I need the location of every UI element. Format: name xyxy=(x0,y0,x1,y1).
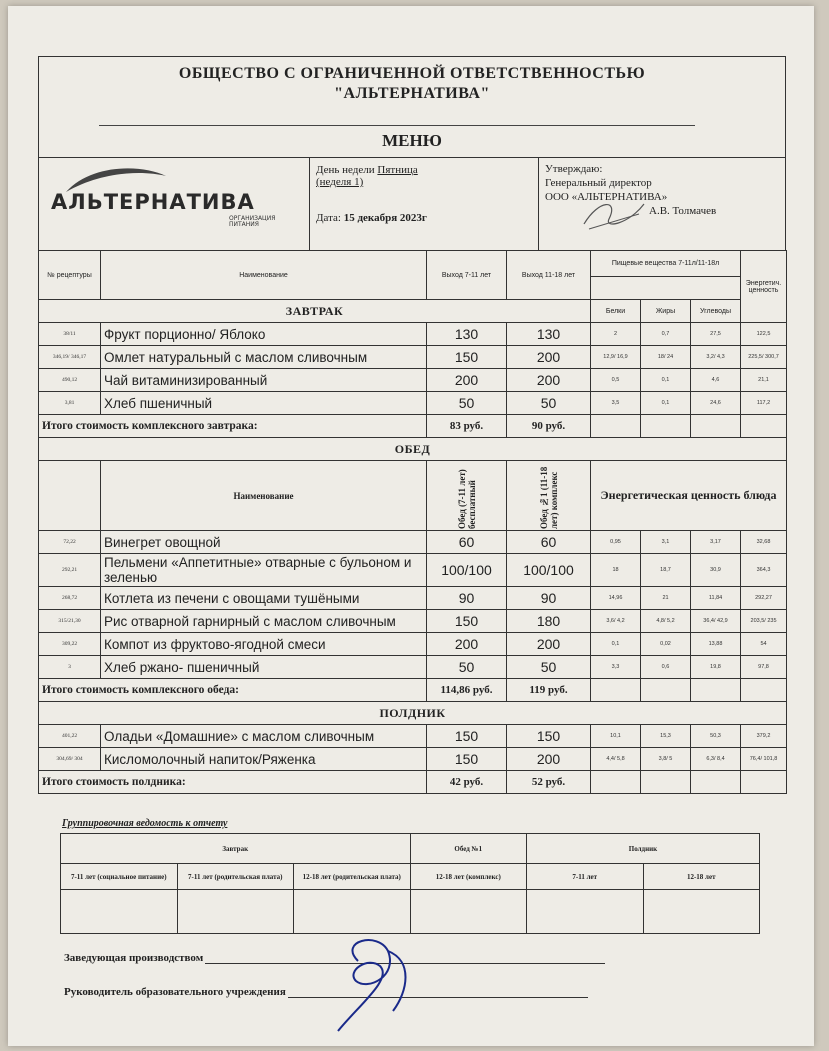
output-11-18: 150 xyxy=(507,725,591,748)
snack-total-b: 52 руб. xyxy=(507,771,591,794)
dish-name: Пельмени «Аппетитные» отварные с бульоном и зеленью xyxy=(101,554,427,587)
dish-name: Рис отварной гарнирный с маслом сливочным xyxy=(101,610,427,633)
logo-subtitle: ОРГАНИЗАЦИЯ ПИТАНИЯ xyxy=(229,215,276,228)
fats-value: 18,7 xyxy=(641,554,691,587)
carbs-value: 6,3/ 8,4 xyxy=(691,748,741,771)
snack-total-a: 42 руб. xyxy=(427,771,507,794)
energy-value: 76,4/ 101,8 xyxy=(741,748,787,771)
fats-value: 0,6 xyxy=(641,656,691,679)
lunch-name-header: Наименование xyxy=(101,461,427,531)
output-7-11: 50 xyxy=(427,656,507,679)
proteins-value: 10,1 xyxy=(591,725,641,748)
proteins-value: 3,3 xyxy=(591,656,641,679)
output-7-11: 60 xyxy=(427,531,507,554)
proteins-value: 0,5 xyxy=(591,369,641,392)
breakfast-rows xyxy=(39,323,787,415)
lunch-energy-header: Энергетическая ценность блюда xyxy=(591,461,787,531)
carbs-value: 30,9 xyxy=(691,554,741,587)
output-7-11: 150 xyxy=(427,610,507,633)
energy-value: 292,27 xyxy=(741,587,787,610)
day-label: День недели xyxy=(316,164,375,176)
carbs-value: 3,2/ 4,3 xyxy=(691,346,741,369)
carbs-value: 4,6 xyxy=(691,369,741,392)
carbs-value: 36,4/ 42,9 xyxy=(691,610,741,633)
lunch-row xyxy=(39,633,787,656)
fats-value: 3,8/ 5 xyxy=(641,748,691,771)
divider xyxy=(99,125,695,126)
production-head-label: Заведующая производством xyxy=(64,952,204,964)
date-label: Дата: xyxy=(316,212,341,224)
breakfast-total-a: 83 руб. xyxy=(427,415,507,438)
proteins-value: 4,4/ 5,8 xyxy=(591,748,641,771)
approve-title: Утверждаю: xyxy=(545,163,603,175)
fats-value: 18/ 24 xyxy=(641,346,691,369)
output-11-18: 100/100 xyxy=(507,554,591,587)
energy-value: 21,1 xyxy=(741,369,787,392)
group-s2: 12-18 лет xyxy=(643,864,760,890)
proteins-value: 3,5 xyxy=(591,392,641,415)
lunch-total-label: Итого стоимость комплексного обеда: xyxy=(39,679,427,702)
col-carbs: Углеводы xyxy=(691,300,741,323)
lunch-row xyxy=(39,656,787,679)
section-breakfast: ЗАВТРАК xyxy=(39,300,591,323)
group-b2: 7-11 лет (родительская плата) xyxy=(177,864,294,890)
paper-sheet xyxy=(8,6,814,1046)
menu-title: МЕНЮ xyxy=(382,131,442,150)
col-energy: Энергетич. ценность xyxy=(741,251,787,323)
snack-rows xyxy=(39,725,787,771)
group-lunch: Обед №1 xyxy=(410,834,527,864)
output-7-11: 90 xyxy=(427,587,507,610)
col-nutrients: Пищевые вещества 7-11л/11-18л xyxy=(591,251,741,277)
recipe-code: 268,72 xyxy=(39,587,101,610)
output-7-11: 200 xyxy=(427,633,507,656)
grouping-title: Группировочная ведомость к отчету xyxy=(62,818,228,829)
dish-name: Компот из фруктово-ягодной смеси xyxy=(101,633,427,656)
output-11-18: 200 xyxy=(507,633,591,656)
section-snack: ПОЛДНИК xyxy=(39,702,787,725)
output-7-11: 130 xyxy=(427,323,507,346)
group-cell xyxy=(61,890,178,934)
proteins-value: 12,9/ 16,9 xyxy=(591,346,641,369)
col-recipe: № рецептуры xyxy=(39,251,101,300)
group-cell xyxy=(410,890,527,934)
output-7-11: 150 xyxy=(427,748,507,771)
energy-value: 379,2 xyxy=(741,725,787,748)
director-signature-icon xyxy=(579,194,649,234)
grouping-table xyxy=(60,833,760,934)
lunch-col-b: Обед №1 (11-18 лет) комплекс xyxy=(538,466,559,529)
info-row xyxy=(38,157,786,250)
lunch-rows xyxy=(39,531,787,679)
output-11-18: 180 xyxy=(507,610,591,633)
dish-name: Омлет натуральный с маслом сливочным xyxy=(101,346,427,369)
proteins-value: 18 xyxy=(591,554,641,587)
school-head-label: Руководитель образовательного учреждения xyxy=(64,986,286,998)
recipe-code: 346,19/ 346,17 xyxy=(39,346,101,369)
lunch-code-header xyxy=(39,461,101,531)
fats-value: 0,02 xyxy=(641,633,691,656)
proteins-value: 14,96 xyxy=(591,587,641,610)
output-11-18: 200 xyxy=(507,748,591,771)
section-lunch: ОБЕД xyxy=(39,438,787,461)
group-snack: Полдник xyxy=(527,834,760,864)
output-11-18: 50 xyxy=(507,392,591,415)
energy-value: 122,5 xyxy=(741,323,787,346)
recipe-code: 3,81 xyxy=(39,392,101,415)
col-out-11-18: Выход 11-18 лет xyxy=(507,251,591,300)
logo-text: АЛЬТЕРНАТИВА xyxy=(51,190,255,214)
org-header xyxy=(38,56,786,157)
day-value: Пятница xyxy=(377,164,418,176)
lunch-row xyxy=(39,587,787,610)
group-s1: 7-11 лет xyxy=(527,864,644,890)
approve-role: Генеральный директор xyxy=(545,177,652,189)
org-name-line2: "АЛЬТЕРНАТИВА" xyxy=(334,85,490,102)
recipe-code: 401,22 xyxy=(39,725,101,748)
output-11-18: 130 xyxy=(507,323,591,346)
breakfast-row xyxy=(39,323,787,346)
output-7-11: 100/100 xyxy=(427,554,507,587)
output-7-11: 150 xyxy=(427,725,507,748)
energy-value: 97,8 xyxy=(741,656,787,679)
snack-row xyxy=(39,748,787,771)
lunch-total-b: 119 руб. xyxy=(507,679,591,702)
fats-value: 21 xyxy=(641,587,691,610)
group-cell xyxy=(294,890,411,934)
recipe-code: 72,22 xyxy=(39,531,101,554)
output-7-11: 200 xyxy=(427,369,507,392)
carbs-value: 50,3 xyxy=(691,725,741,748)
output-11-18: 90 xyxy=(507,587,591,610)
carbs-value: 13,88 xyxy=(691,633,741,656)
lunch-row xyxy=(39,610,787,633)
energy-value: 32,68 xyxy=(741,531,787,554)
output-11-18: 50 xyxy=(507,656,591,679)
dish-name: Винегрет овощной xyxy=(101,531,427,554)
fats-value: 0,1 xyxy=(641,369,691,392)
dish-name: Котлета из печени с овощами тушёными xyxy=(101,587,427,610)
approval-block xyxy=(539,158,785,250)
date-value: 15 декабря 2023г xyxy=(343,212,427,224)
output-11-18: 60 xyxy=(507,531,591,554)
snack-row xyxy=(39,725,787,748)
energy-value: 364,3 xyxy=(741,554,787,587)
dish-name: Хлеб ржано- пшеничный xyxy=(101,656,427,679)
handwritten-signature-icon xyxy=(318,931,428,1041)
output-11-18: 200 xyxy=(507,346,591,369)
company-logo xyxy=(39,158,309,250)
group-l1: 12-18 лет (комплекс) xyxy=(410,864,527,890)
lunch-total-a: 114,86 руб. xyxy=(427,679,507,702)
col-fats: Жиры xyxy=(641,300,691,323)
dish-name: Чай витаминизированный xyxy=(101,369,427,392)
approve-name: А.В. Толмачев xyxy=(649,205,717,217)
carbs-value: 24,6 xyxy=(691,392,741,415)
breakfast-row xyxy=(39,369,787,392)
fats-value: 15,3 xyxy=(641,725,691,748)
menu-table xyxy=(38,250,787,794)
carbs-value: 27,5 xyxy=(691,323,741,346)
breakfast-row xyxy=(39,346,787,369)
recipe-code: 315/21,30 xyxy=(39,610,101,633)
lunch-row xyxy=(39,554,787,587)
approve-org: ООО «АЛЬТЕРНАТИВА» xyxy=(545,191,668,203)
fats-value: 0,1 xyxy=(641,392,691,415)
proteins-value: 2 xyxy=(591,323,641,346)
fats-value: 0,7 xyxy=(641,323,691,346)
group-b3: 12-18 лет (родительская плата) xyxy=(294,864,411,890)
group-b1: 7-11 лет (социальное питание) xyxy=(61,864,178,890)
dish-name: Хлеб пшеничный xyxy=(101,392,427,415)
col-proteins: Белки xyxy=(591,300,641,323)
output-11-18: 200 xyxy=(507,369,591,392)
carbs-value: 3,17 xyxy=(691,531,741,554)
energy-value: 54 xyxy=(741,633,787,656)
recipe-code: 38/11 xyxy=(39,323,101,346)
dish-name: Оладьи «Домашние» с маслом сливочным xyxy=(101,725,427,748)
breakfast-total-b: 90 руб. xyxy=(507,415,591,438)
group-cell xyxy=(177,890,294,934)
lunch-col-a: Обед (7-11 лет) бесплатный xyxy=(456,469,477,529)
breakfast-row xyxy=(39,392,787,415)
recipe-code: 490,12 xyxy=(39,369,101,392)
snack-total-label: Итого стоимость полдника: xyxy=(39,771,427,794)
org-name-line1: ОБЩЕСТВО С ОГРАНИЧЕННОЙ ОТВЕТСТВЕННОСТЬЮ xyxy=(178,65,646,82)
recipe-code: 292,21 xyxy=(39,554,101,587)
breakfast-total-label: Итого стоимость комплексного завтрака: xyxy=(39,415,427,438)
carbs-value: 19,8 xyxy=(691,656,741,679)
group-breakfast: Завтрак xyxy=(61,834,411,864)
day-info xyxy=(309,158,539,250)
output-7-11: 50 xyxy=(427,392,507,415)
col-out-7-11: Выход 7-11 лет xyxy=(427,251,507,300)
recipe-code: 304,69/ 304 xyxy=(39,748,101,771)
carbs-value: 11,84 xyxy=(691,587,741,610)
fats-value: 4,8/ 5,2 xyxy=(641,610,691,633)
recipe-code: 309,22 xyxy=(39,633,101,656)
group-cell xyxy=(643,890,760,934)
col-name: Наименование xyxy=(101,251,427,300)
nutrients-spacer xyxy=(591,277,741,300)
fats-value: 3,1 xyxy=(641,531,691,554)
energy-value: 117,2 xyxy=(741,392,787,415)
menu-document xyxy=(38,56,786,998)
recipe-code: 3 xyxy=(39,656,101,679)
lunch-row xyxy=(39,531,787,554)
dish-name: Кисломолочный напиток/Ряженка xyxy=(101,748,427,771)
output-7-11: 150 xyxy=(427,346,507,369)
energy-value: 225,5/ 300,7 xyxy=(741,346,787,369)
dish-name: Фрукт порционно/ Яблоко xyxy=(101,323,427,346)
week-label: (неделя 1) xyxy=(316,176,364,188)
group-cell xyxy=(527,890,644,934)
energy-value: 203,5/ 235 xyxy=(741,610,787,633)
proteins-value: 3,6/ 4,2 xyxy=(591,610,641,633)
proteins-value: 0,95 xyxy=(591,531,641,554)
proteins-value: 0,1 xyxy=(591,633,641,656)
